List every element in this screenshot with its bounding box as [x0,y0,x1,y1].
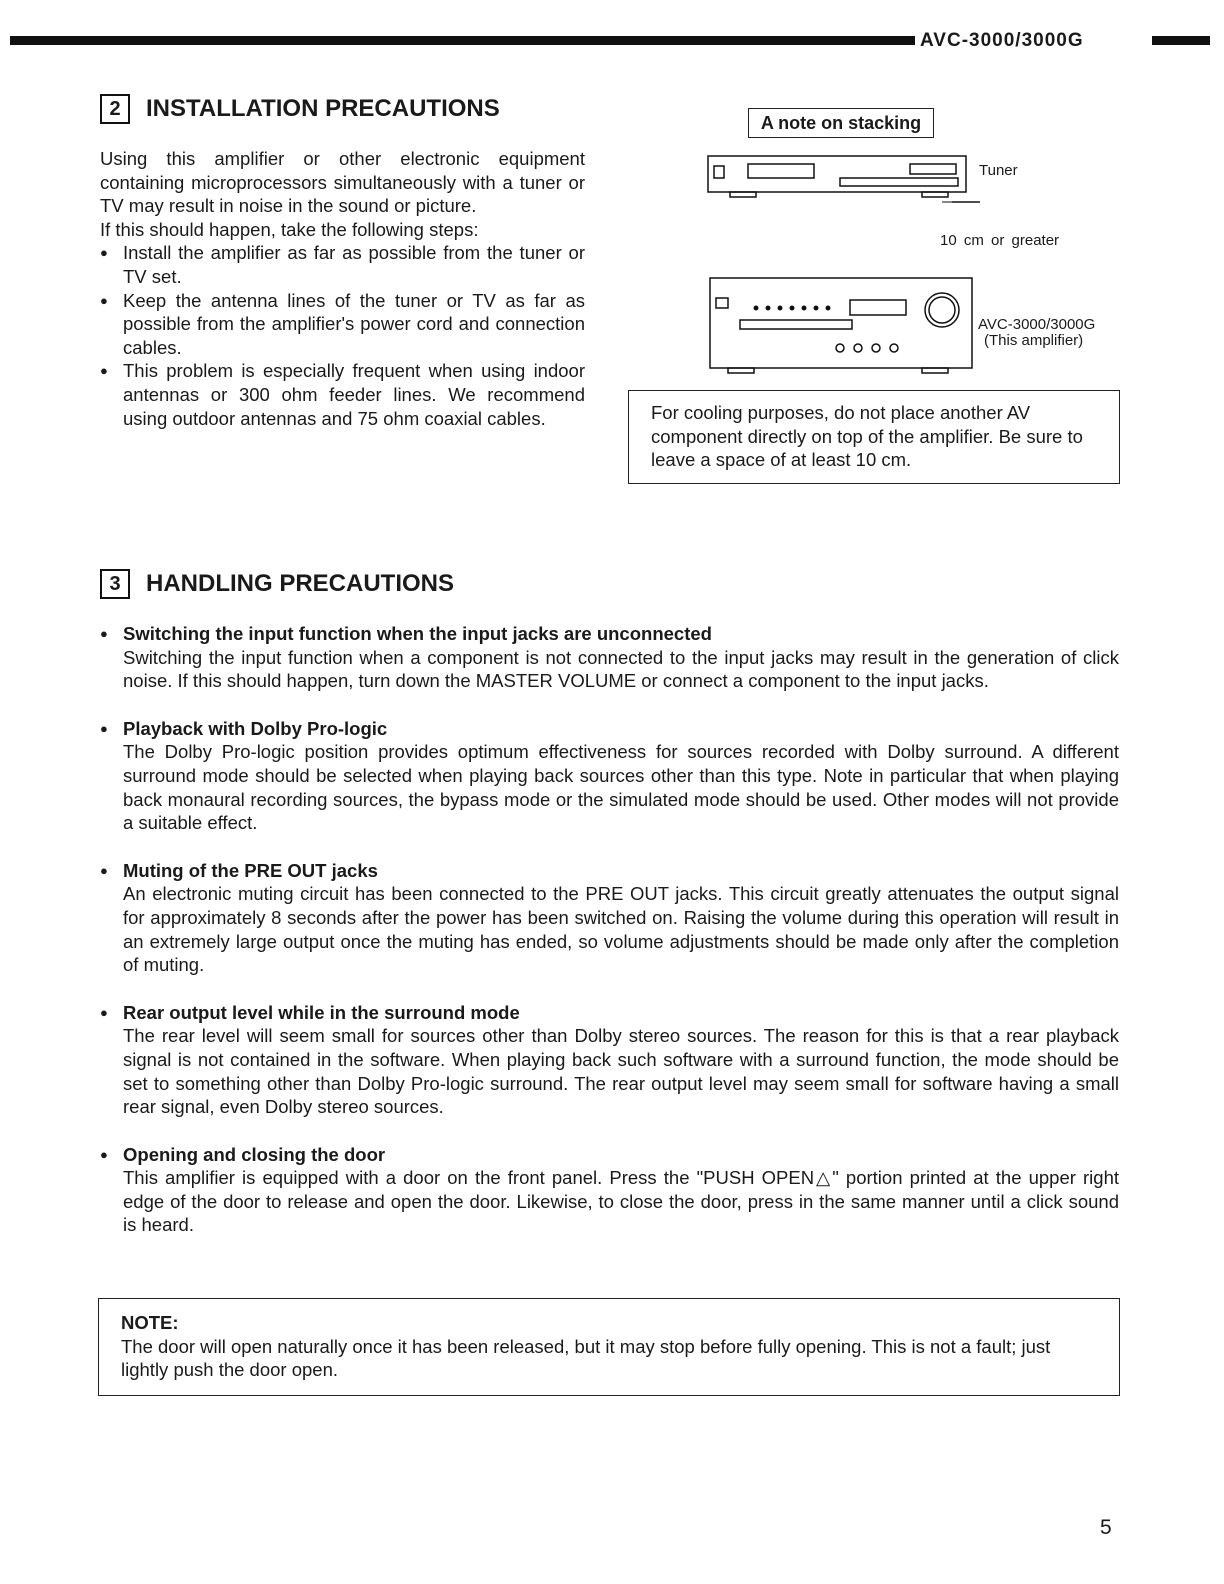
list-item [100,1143,1119,1237]
installation-text [100,147,585,430]
section-title: HANDLING PRECAUTIONS [146,570,455,597]
note-title: NOTE: [121,1312,179,1333]
stacking-title: A note on stacking [748,108,934,138]
note-box [98,1298,1120,1396]
section-number: 2 [100,94,130,124]
handling-list [100,622,1119,1261]
installation-heading [100,94,500,124]
item-title: ● Opening and closing the door [100,1143,1119,1167]
list-item [100,622,1119,693]
intro: Using this amplifier or other electronic equipment containing microprocessors simultaneously with a tuner or TV may result in noise in the sound or picture. [100,148,585,217]
list-item [100,717,1119,835]
note-body: The door will open naturally once it has been released, but it may stop before fully opening. This is not a fault; just lightly push the door open. [121,1335,1051,1381]
item-title: ● Switching the input function when the input jacks are unconnected [100,622,1119,646]
item-title: ● Rear output level while in the surround mode [100,1001,1119,1025]
item-body: The Dolby Pro-logic position provides optimum effectiveness for sources recorded with Dolby surround. A different surround mode should be selected when playing back sources other than this type. Note in particular that when playing back monaural recording sources, the bypass mode or the simulated mode should be used. Other modes will not provide a suitable effect. [123,741,1119,834]
distance-label: 10 cm or greater [940,232,1060,249]
bullet: ● This problem is especially frequent when using indoor antennas or 300 ohm feeder lines. We recommend using outdoor antennas and 75 ohm coaxial cables. [100,359,585,430]
handling-heading [100,569,454,599]
section-number: 3 [100,569,130,599]
item-body: Switching the input function when a component is not connected to the input jacks may result in the generation of click noise. If this should happen, turn down the MASTER VOLUME or connect a component to the input jacks. [123,646,1119,692]
steps-lead: If this should happen, take the following steps: [100,218,479,240]
stacking-diagram [700,150,980,380]
model-name: AVC-3000/3000G [920,30,1084,51]
item-title: ● Playback with Dolby Pro-logic [100,717,1119,741]
section-title: INSTALLATION PRECAUTIONS [146,95,500,122]
bullet: ● Install the amplifier as far as possible from the tuner or TV set. [100,241,585,288]
list-item [100,1001,1119,1119]
amplifier-illustration [710,278,972,368]
amplifier-label: AVC-3000/3000G [978,316,1096,333]
item-body: An electronic muting circuit has been connected to the PRE OUT jacks. This circuit greatly attenuates the output signal for approximately 8 seconds after the power has been switched on. Raising the volume during this operation will result in an extremely large output once the muting has ended, so volume adjustments should be made only after the completion of muting. [123,883,1119,976]
header-rule-end [1152,36,1210,45]
item-body: The rear level will seem small for sources other than Dolby stereo sources. The reason for this is that a rear playback signal is not contained in the software. When playing back such software with a surround function, the mode should be set to something other than Dolby Pro-logic surround. The rear output level may seem small for software having a small rear signal, even Dolby stereo sources. [123,1025,1119,1118]
tuner-label: Tuner [979,162,1018,179]
amplifier-sublabel: (This amplifier) [984,332,1084,349]
item-body: This amplifier is equipped with a door on the front panel. Press the "PUSH OPEN△" portion printed at the upper right edge of the door to release and open the door. Likewise, to close the door, press in the same manner until a click sound is heard. [123,1167,1119,1236]
item-title: ● Muting of the PRE OUT jacks [100,859,1119,883]
cooling-note: For cooling purposes, do not place another AV component directly on top of the amplifier. Be sure to leave a space of at least 10 cm. [628,390,1120,484]
page-number: 5 [1100,1516,1112,1539]
bullet: ● Keep the antenna lines of the tuner or TV as far as possible from the amplifier's power cord and connection cables. [100,289,585,360]
header-rule [10,36,915,45]
list-item [100,859,1119,977]
